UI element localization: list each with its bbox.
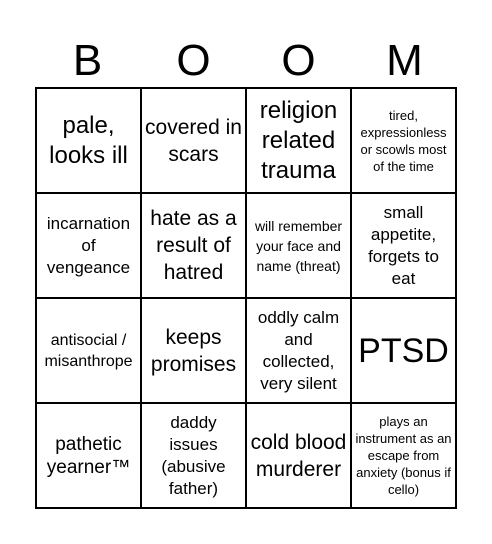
bingo-cell[interactable]: [246, 88, 351, 193]
header-letter-o1: O: [176, 36, 211, 85]
bingo-cell-label: pathetic yearner™: [46, 433, 131, 478]
bingo-cell[interactable]: [141, 193, 246, 298]
bingo-cell[interactable]: [141, 403, 246, 508]
bingo-cell-label: incarnation of vengeance: [46, 213, 131, 277]
bingo-cell-label: will remember your face and name (threat): [254, 217, 343, 274]
bingo-cell-label: tired, expressionless or scowls most of the time: [360, 107, 447, 174]
bingo-cell-label: antisocial / misanthrope: [44, 331, 133, 370]
bingo-cell-label: plays an instrument as an escape from anxiety (bonus if cello): [355, 414, 452, 497]
header-letter-b: B: [72, 36, 103, 85]
bingo-cell[interactable]: [246, 298, 351, 403]
header-letter-o2: O: [281, 36, 316, 85]
bingo-cell-label: covered in scars: [145, 115, 242, 166]
bingo-cell-label: pale, looks ill: [49, 111, 128, 169]
header-letter-m: M: [386, 36, 423, 85]
bingo-cell[interactable]: [36, 298, 141, 403]
bingo-cell-label: keeps promises: [150, 325, 237, 376]
bingo-cell-label: small appetite, forgets to eat: [368, 202, 439, 288]
bingo-cell-label: hate as a result of hatred: [150, 207, 237, 284]
bingo-board: [35, 87, 457, 509]
bingo-header: [35, 36, 457, 86]
bingo-cell[interactable]: [141, 298, 246, 403]
bingo-cell-label: oddly calm and collected, very silent: [257, 307, 340, 393]
bingo-cell[interactable]: [141, 88, 246, 193]
bingo-cell-label: religion related trauma: [259, 96, 338, 184]
bingo-cell[interactable]: [36, 403, 141, 508]
bingo-cell[interactable]: [36, 193, 141, 298]
bingo-cell[interactable]: [351, 193, 456, 298]
bingo-cell[interactable]: [36, 88, 141, 193]
bingo-cell-label: daddy issues (abusive father): [161, 412, 226, 498]
bingo-cell[interactable]: [246, 193, 351, 298]
bingo-cell[interactable]: [351, 88, 456, 193]
bingo-cell-label: PTSD: [358, 331, 449, 370]
bingo-cell[interactable]: [351, 403, 456, 508]
bingo-cell[interactable]: [246, 403, 351, 508]
bingo-cell[interactable]: [351, 298, 456, 403]
bingo-cell-label: cold blood murderer: [250, 430, 347, 481]
